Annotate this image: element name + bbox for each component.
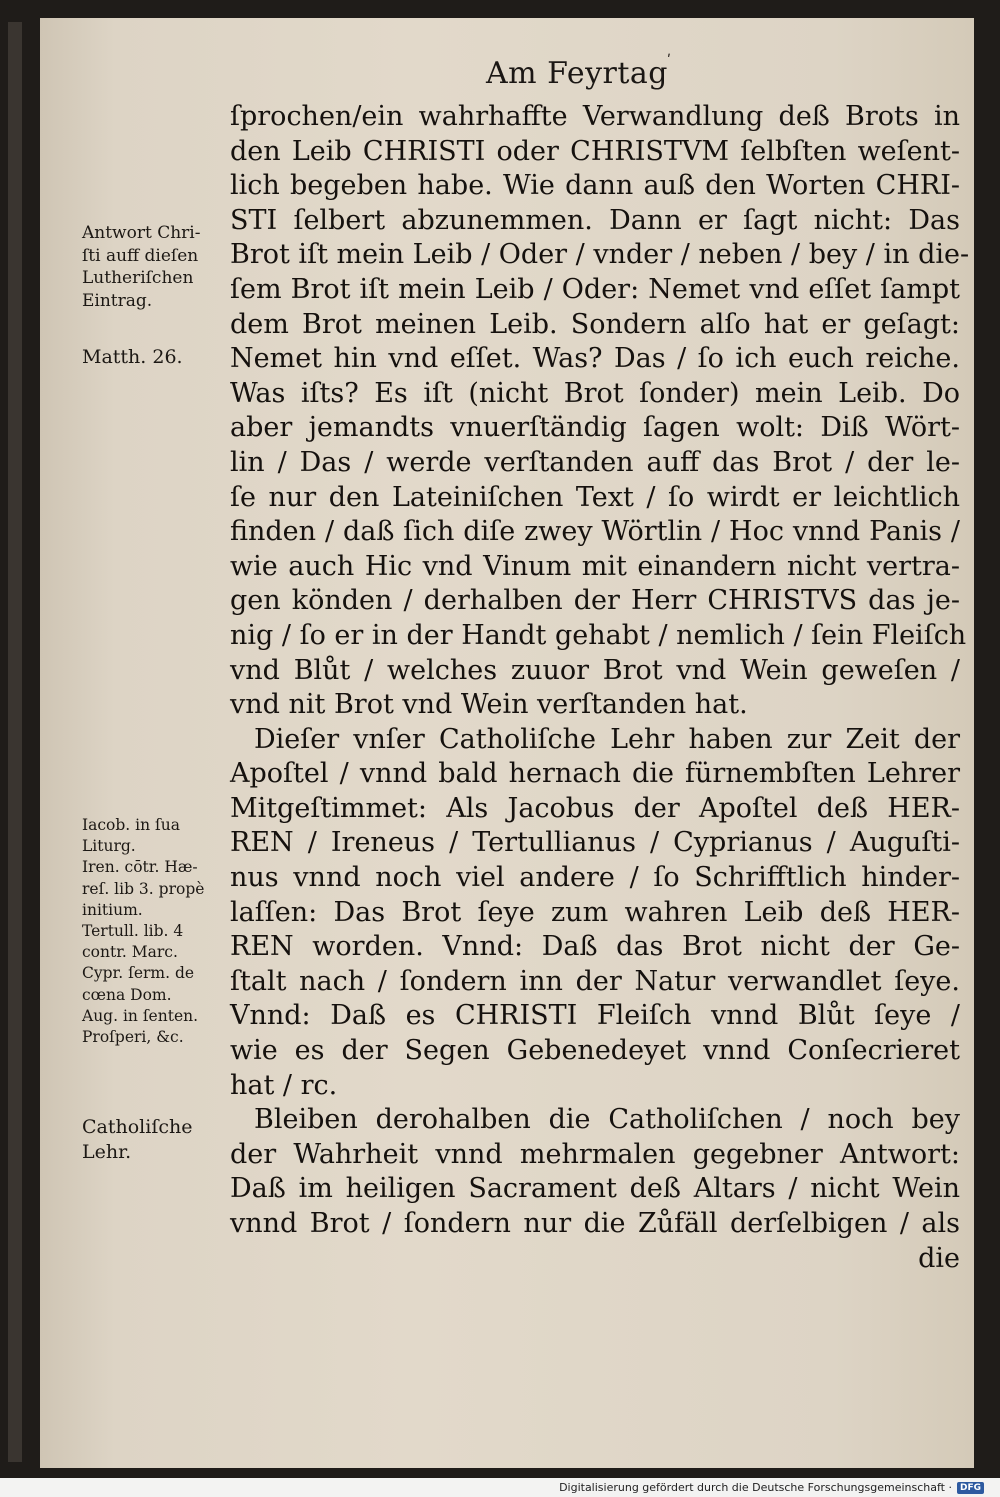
scan-edge-bar xyxy=(8,22,22,1462)
text-line: ſtalt nach / ſondern inn der Natur verwandlet ſeye. xyxy=(230,965,960,997)
margin-note-line: initium. xyxy=(82,900,143,919)
text-line: vnd Blůt / welches zuuor Brot vnd Wein geweſen / xyxy=(230,654,960,686)
margin-note-line: Eintrag. xyxy=(82,290,153,311)
margin-note-line: reſ. lib 3. propè xyxy=(82,879,205,898)
text-line: STI ſelbert abzunemmen. Dann er ſagt nicht: Das xyxy=(230,204,960,236)
margin-note-line: Iren. cōtr. Hæ- xyxy=(82,858,198,877)
margin-note-line: ſti auff dieſen xyxy=(82,245,199,266)
margin-note-line: Cypr. ſerm. de xyxy=(82,964,195,983)
margin-note-line: Lutheriſchen xyxy=(82,268,194,288)
text-line: wie es der Segen Gebenedeyet vnnd Conſecrieret xyxy=(230,1035,960,1067)
margin-note-line: Matth. 26. xyxy=(82,346,183,368)
text-line: nig / ſo er in der Handt gehabt / nemlich / ſein Fleiſch xyxy=(230,619,967,651)
text-line: Brot iſt mein Leib / Oder / vnder / neben / bey / in die- xyxy=(230,239,970,271)
margin-note-line: cœna Dom. xyxy=(82,985,172,1004)
text-line: Bleiben derohalben die Catholiſchen / noch bey xyxy=(254,1104,960,1136)
running-head: Am Feyrtag xyxy=(486,56,669,91)
text-line: REN worden. Vnnd: Daß das Brot nicht der Ge- xyxy=(230,931,960,963)
funding-footer xyxy=(559,1481,984,1494)
catchword: die xyxy=(918,1242,960,1274)
margin-note-line: Catholiſche xyxy=(82,1116,193,1138)
margin-note-matth xyxy=(82,346,222,368)
text-line: REN / Ireneus / Tertullianus / Cyprianus / Auguſti- xyxy=(230,827,960,859)
dfg-logo-icon: DFG xyxy=(957,1482,984,1494)
text-line: wie auch Hic vnd Vinum mit einandern nicht vertra- xyxy=(230,550,960,582)
text-line: nus vnnd noch viel andere / ſo Schrifftlich hinder- xyxy=(230,862,960,894)
funding-text: Digitalisierung gefördert durch die Deutsche Forschungsgemeinschaft · xyxy=(559,1481,952,1494)
text-line: finden / daß ſich diſe zwey Wörtlin / Hoc vnnd Panis / xyxy=(230,516,960,548)
text-line: Dieſer vnſer Catholiſche Lehr haben zur Zeit der xyxy=(254,723,960,755)
margin-note-line: Iacob. in ſua xyxy=(82,816,180,834)
text-line: Vnnd: Daß es CHRISTI Fleiſch vnnd Blůt ſeye / xyxy=(230,1000,960,1032)
margin-note-line: Aug. in ſenten. xyxy=(82,1006,199,1025)
text-line: Apoſtel / vnnd bald hernach die fürnembſten Lehrer xyxy=(230,758,960,790)
text-line: laſſen: Das Brot ſeye zum wahren Leib deß HER- xyxy=(230,896,960,928)
margin-note-line: Antwort Chri- xyxy=(82,223,201,243)
main-text-block xyxy=(230,100,970,1276)
text-line: vnd nit Brot vnd Wein verſtanden hat. xyxy=(230,689,748,721)
text-line: lin / Das / werde verſtanden auff das Brot / der le- xyxy=(230,446,960,478)
text-line: gen könden / derhalben der Herr CHRISTVS das je- xyxy=(230,585,960,617)
text-line: vnnd Brot / ſondern nur die Zůfäll derſelbigen / als xyxy=(230,1208,960,1239)
margin-note-line: Proſperi, &c. xyxy=(82,1028,184,1047)
margin-note-citations xyxy=(82,815,222,1048)
text-line: aber jemandts vnuerſtändig ſagen wolt: Diß Wört- xyxy=(230,412,960,444)
running-head-mark: ʹ xyxy=(667,53,671,69)
text-line: hat / rc. xyxy=(230,1069,338,1101)
text-line: Mitgeſtimmet: Als Jacobus der Apoſtel deß HER- xyxy=(230,792,960,824)
text-line: der Wahrheit vnnd mehrmalen gegebner Antwort: xyxy=(230,1138,960,1170)
text-line: dem Brot meinen Leib. Sondern alſo hat er geſagt: xyxy=(230,308,960,340)
text-line: ſem Brot iſt mein Leib / Oder: Nemet vnd eſſet ſampt xyxy=(230,273,960,305)
text-line: den Leib CHRISTI oder CHRISTVM ſelbſten weſent- xyxy=(230,135,960,167)
margin-note-line: Tertull. lib. 4 xyxy=(82,922,184,941)
text-line: ſprochen/ein wahrhaffte Verwandlung deß Brots in xyxy=(230,101,960,132)
margin-note-antwort xyxy=(82,222,222,312)
text-line: ſe nur den Lateiniſchen Text / ſo wirdt er leichtlich xyxy=(230,481,960,513)
text-line: Was iſts? Es iſt (nicht Brot ſonder) mein Leib. Do xyxy=(230,377,960,409)
margin-note-catholische xyxy=(82,1115,222,1165)
margin-note-line: Lehr. xyxy=(82,1141,132,1163)
margin-note-line: contr. Marc. xyxy=(82,943,178,962)
margin-note-line: Liturg. xyxy=(82,837,136,856)
text-line: lich begeben habe. Wie dann auß den Worten CHRI- xyxy=(230,170,960,202)
text-line: Nemet hin vnd eſſet. Was? Das / ſo ich euch reiche. xyxy=(230,343,960,375)
text-line: Daß im heiligen Sacrament deß Altars / nicht Wein xyxy=(230,1173,960,1205)
